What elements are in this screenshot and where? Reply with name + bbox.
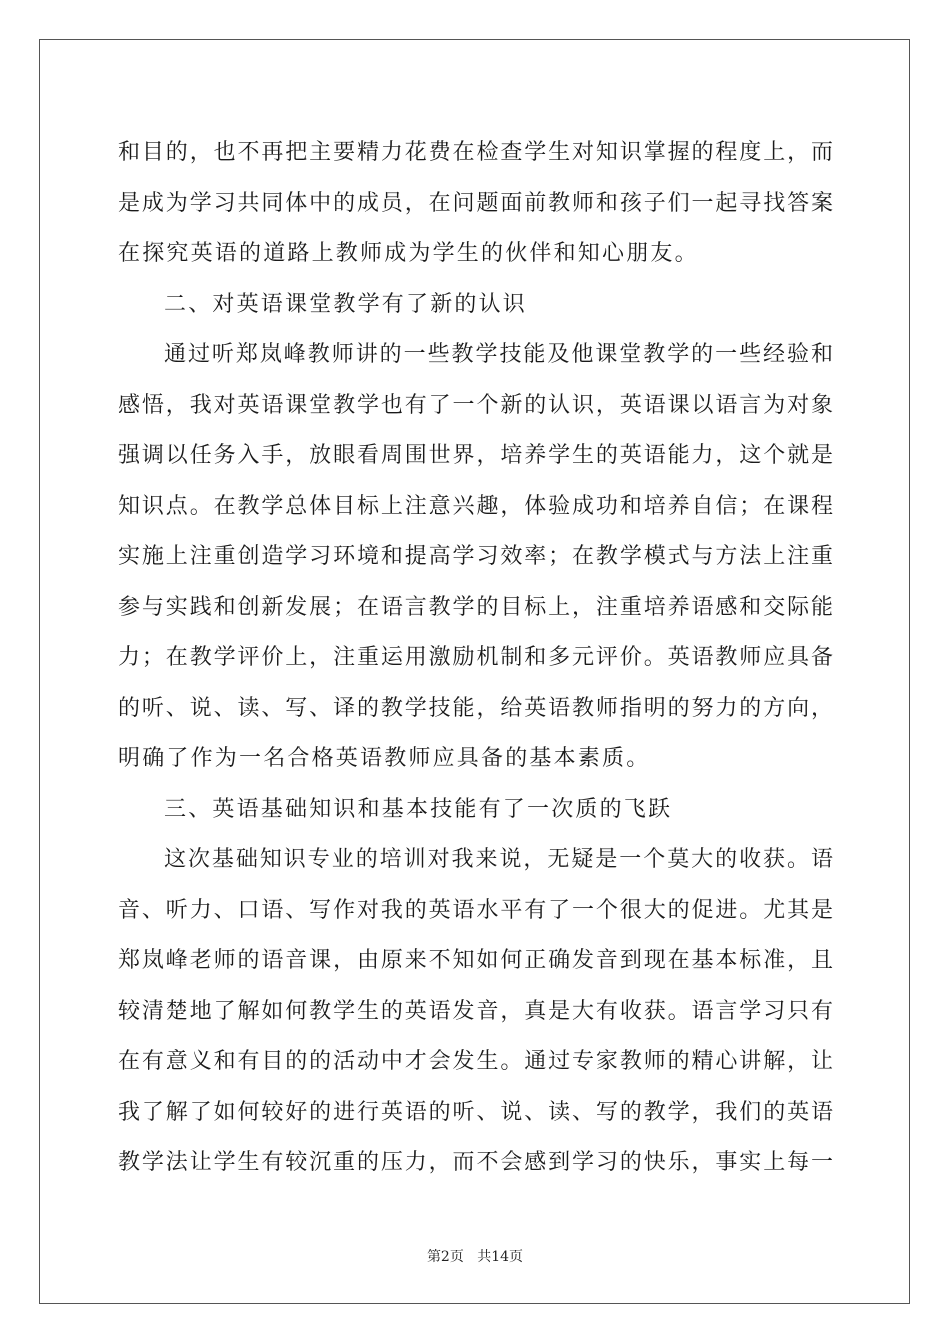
page-total: 共14页 bbox=[477, 1249, 524, 1265]
text-line: 这次基础知识专业的培训对我来说，无疑是一个莫大的收获。语 bbox=[164, 847, 833, 872]
text-line: 二、对英语课堂教学有了新的认识 bbox=[164, 291, 528, 317]
page-footer bbox=[0, 1246, 950, 1266]
text-line: 三、英语基础知识和基本技能有了一次质的飞跃 bbox=[164, 796, 673, 822]
text-line: 感悟，我对英语课堂教学也有了一个新的认识，英语课以语言为对象 bbox=[118, 392, 833, 418]
text-line: 力；在教学评价上，注重运用激励机制和多元评价。英语教师应具备 bbox=[118, 645, 833, 670]
text-line: 是成为学习共同体中的成员，在问题面前教师和孩子们一起寻找答案 bbox=[118, 190, 833, 216]
text-line: 参与实践和创新发展；在语言教学的目标上，注重培养语感和交际能 bbox=[118, 594, 833, 620]
document-body bbox=[118, 128, 833, 1189]
text-line: 教学法让学生有较沉重的压力，而不会感到学习的快乐，事实上每一 bbox=[118, 1150, 833, 1175]
text-line: 强调以任务入手，放眼看周围世界，培养学生的英语能力，这个就是 bbox=[118, 443, 833, 468]
text-line: 和目的，也不再把主要精力花费在检查学生对知识掌握的程度上，而 bbox=[118, 140, 833, 165]
text-line: 音、听力、口语、写作对我的英语水平有了一个很大的促进。尤其是 bbox=[118, 897, 833, 923]
text-line: 的听、说、读、写、译的教学技能，给英语教师指明的努力的方向， bbox=[118, 695, 833, 721]
text-line: 我了解了如何较好的进行英语的听、说、读、写的教学，我们的英语 bbox=[118, 1099, 833, 1125]
text-line: 在探究英语的道路上教师成为学生的伙伴和知心朋友。 bbox=[118, 241, 699, 266]
page-number: 第2页 bbox=[426, 1249, 464, 1265]
text-line: 较清楚地了解如何教学生的英语发音，真是大有收获。语言学习只有 bbox=[118, 998, 833, 1024]
text-line: 知识点。在教学总体目标上注意兴趣，体验成功和培养自信；在课程 bbox=[118, 493, 833, 519]
text-line: 通过听郑岚峰教师讲的一些教学技能及他课堂教学的一些经验和 bbox=[164, 342, 833, 367]
text-line: 在有意义和有目的的活动中才会发生。通过专家教师的精心讲解，让 bbox=[118, 1049, 833, 1074]
text-line: 郑岚峰老师的语音课，由原来不知如何正确发音到现在基本标准，且 bbox=[118, 948, 833, 973]
text-line: 明确了作为一名合格英语教师应具备的基本素质。 bbox=[118, 746, 651, 771]
text-line: 实施上注重创造学习环境和提高学习效率；在教学模式与方法上注重 bbox=[118, 544, 833, 569]
footer-spacer bbox=[464, 1249, 477, 1265]
